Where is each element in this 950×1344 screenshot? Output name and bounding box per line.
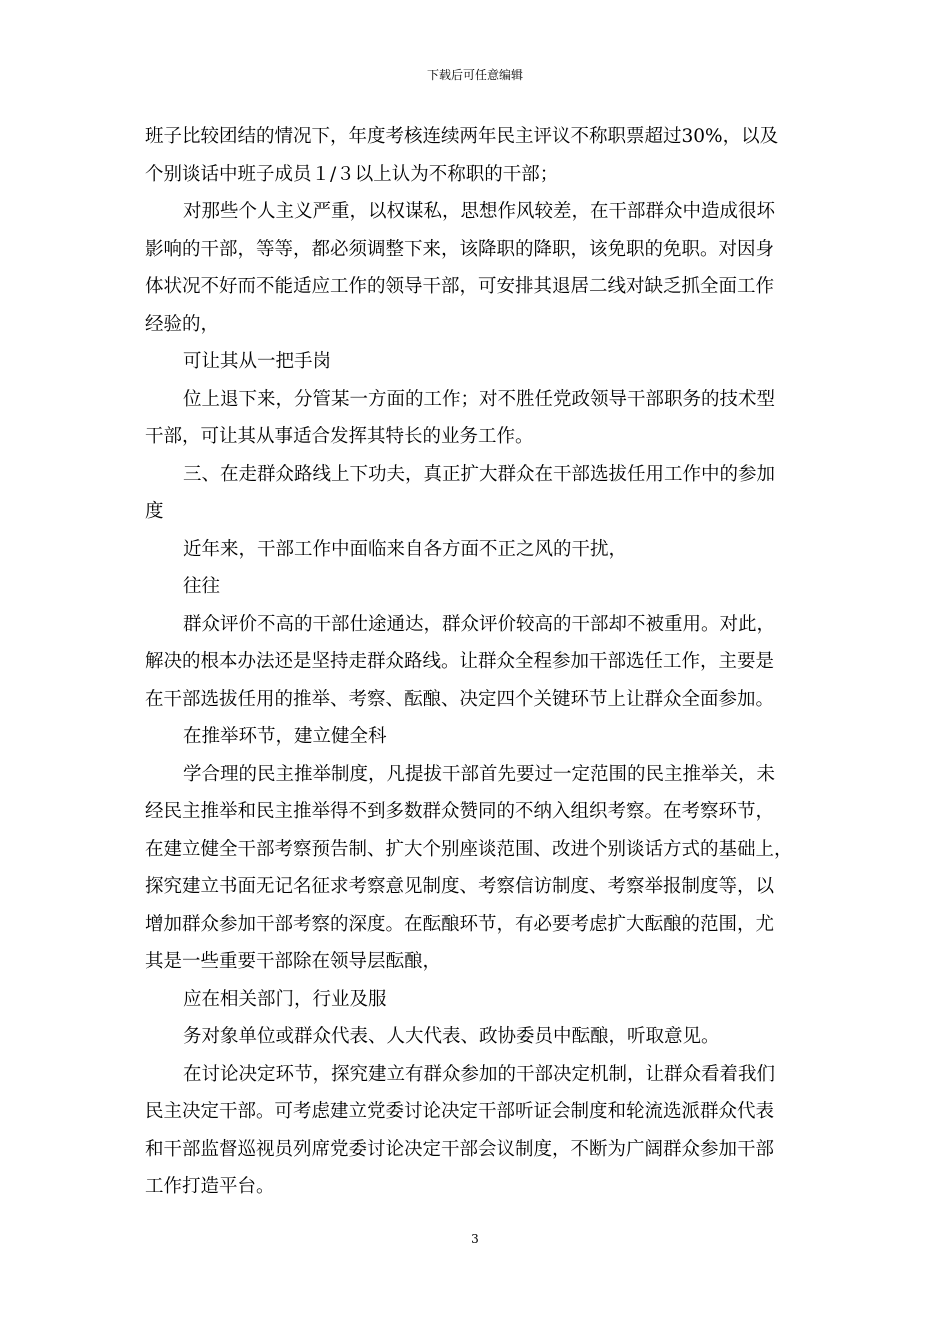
text-line: 经验的， [145,313,220,335]
text-line: 经民主推举和民主推举得不到多数群众赞同的不纳入组织考察。在考察环节， [145,801,775,822]
section-heading: 度 [145,501,164,522]
text-line: 位上退下来，分管某一方面的工作；对不胜任党政领导干部职务的技术型 [183,388,776,410]
section-heading: 三、在走群众路线上下功夫，真正扩大群众在干部选拔任用工作中的参加 [183,463,776,485]
text-line: 民主决定干部。可考虑建立党委讨论决定干部听证会制度和轮流选派群众代表 [145,1101,775,1122]
page-header: 下载后可任意编辑 [426,68,523,82]
text-line: 在干部选拔任用的推举、考察、酝酿、决定四个关键环节上让群众全面参加。 [145,688,775,710]
text-line: 体状况不好而不能适应工作的领导干部，可安排其退居二线对缺乏抓全面工作 [145,276,775,297]
text-line: 往往 [183,576,221,597]
text-line: 班子比较团结的情况下，年度考核连续两年民主评议不称职票超过30%，以及 [145,126,779,147]
text-line: 探究建立书面无记名征求考察意见制度、考察信访制度、考察举报制度等，以 [145,876,775,897]
text-line: 个别谈话中班子成员１/３以上认为不称职的干部； [145,163,559,185]
text-line: 务对象单位或群众代表、人大代表、政协委员中酝酿，听取意见。 [183,1026,720,1047]
text-line: 其是一些重要干部除在领导层酝酿， [145,951,442,972]
text-line: 近年来，干部工作中面临来自各方面不正之风的干扰， [183,538,628,560]
text-line: 干部，可让其从事适合发挥其特长的业务工作。 [145,426,534,447]
text-line: 对那些个人主义严重，以权谋私，思想作风较差，在干部群众中造成很坏 [183,201,776,222]
text-line: 在推举环节，建立健全科 [183,726,387,747]
text-line: 增加群众参加干部考察的深度。在酝酿环节，有必要考虑扩大酝酿的范围，尤 [145,913,775,935]
text-line: 解决的根本办法还是坚持走群众路线。让群众全程参加干部选任工作，主要是 [145,651,775,672]
text-line: 学合理的民主推举制度，凡提拔干部首先要过一定范围的民主推举关，未 [183,763,776,785]
text-line: 在讨论决定环节，探究建立有群众参加的干部决定机制，让群众看着我们 [183,1063,776,1085]
text-line: 应在相关部门，行业及服 [183,988,387,1010]
text-line: 群众评价不高的干部仕途通达，群众评价较高的干部却不被重用。对此， [183,613,776,635]
text-line: 可让其从一把手岗 [183,351,332,372]
text-line: 在建立健全干部考察预告制、扩大个别座谈范围、改进个别谈话方式的基础上， [145,838,793,860]
text-line: 影响的干部，等等，都必须调整下来，该降职的降职，该免职的免职。对因身 [145,238,775,260]
document-body [145,118,810,1206]
text-line: 工作打造平台。 [145,1176,275,1197]
text-line: 和干部监督巡视员列席党委讨论决定干部会议制度，不断为广阔群众参加干部 [145,1138,775,1160]
page-number: 3 [471,1232,479,1246]
